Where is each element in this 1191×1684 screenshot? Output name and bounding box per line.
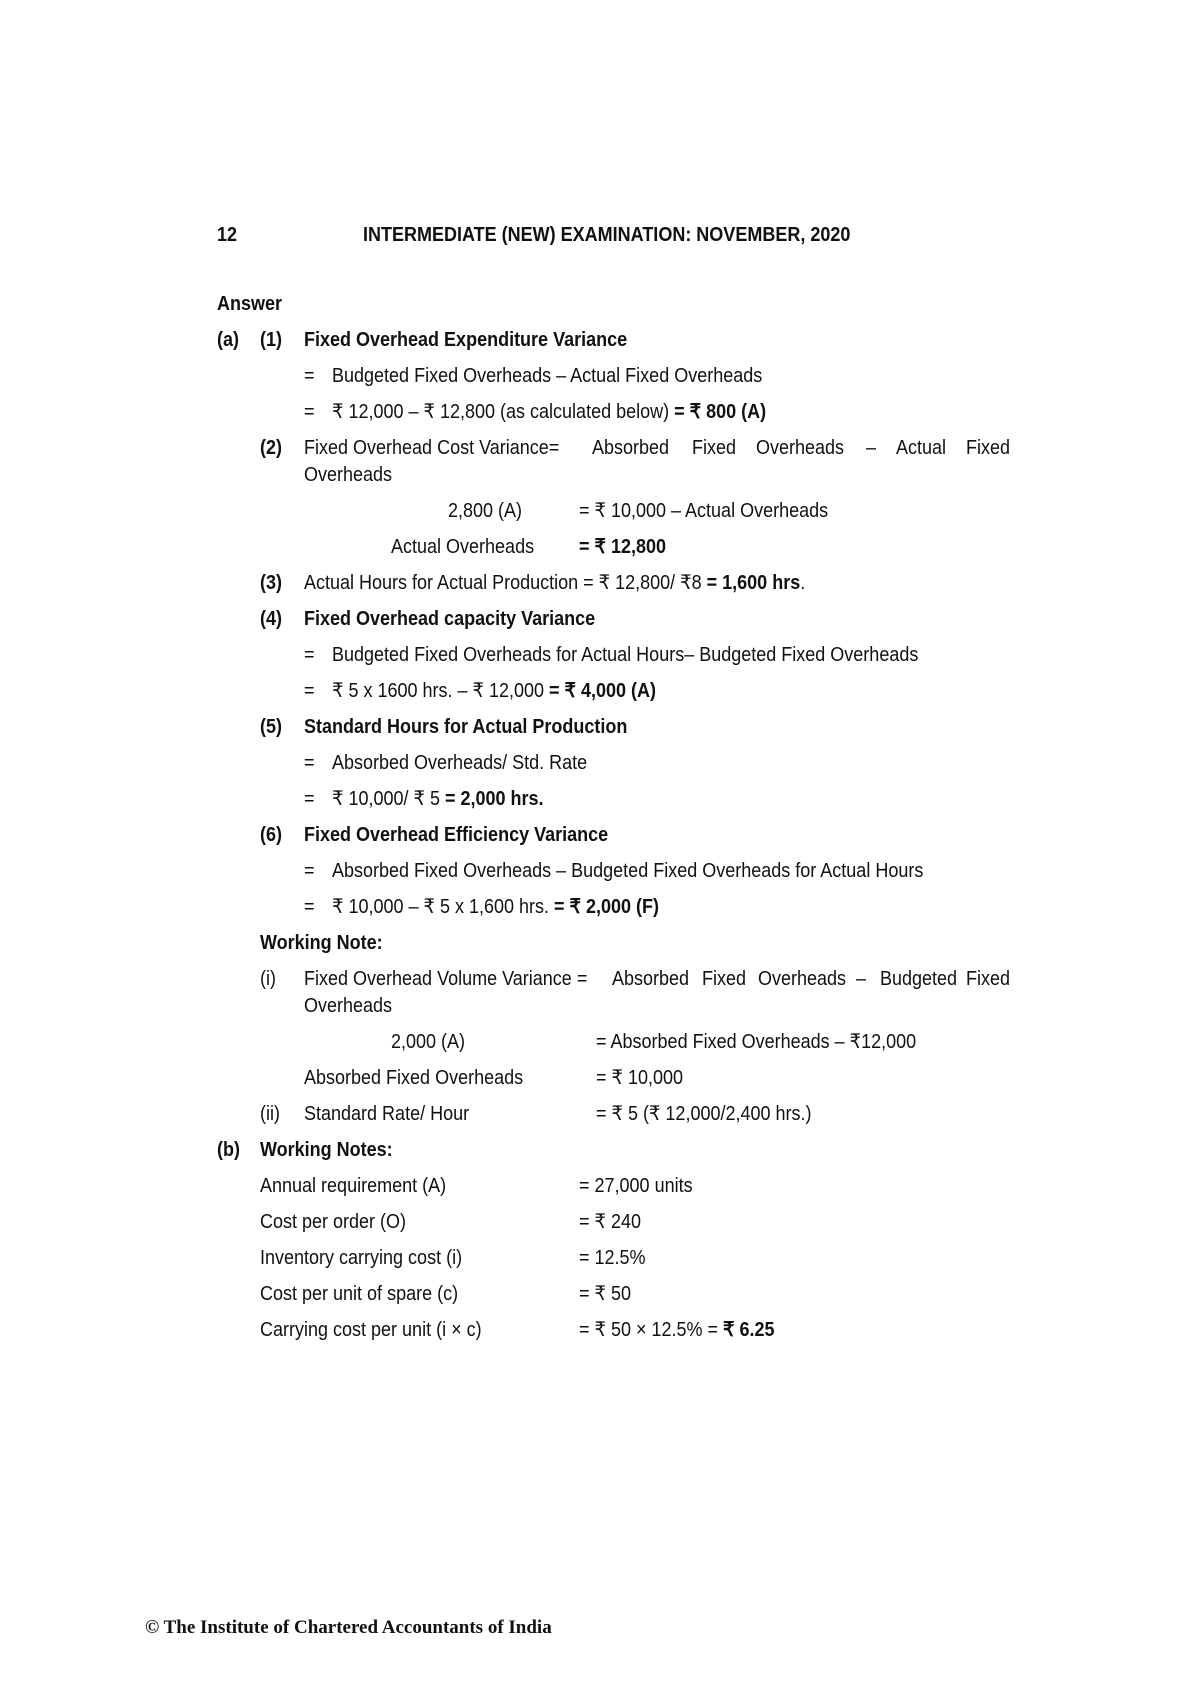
item-2-number: (2): [260, 437, 283, 459]
item-5-line-1: Absorbed Overheads/ Std. Rate: [332, 752, 588, 774]
item-2-word: Absorbed: [592, 437, 670, 459]
item-3-text: Actual Hours for Actual Production = ₹ 12,800/ ₹8 = 1,600 hrs.: [304, 572, 806, 594]
working-note-i-word: Budgeted: [880, 968, 958, 990]
part-b-row-value: = ₹ 50 × 12.5% = ₹ 6.25: [579, 1319, 775, 1341]
item-4-line-2: ₹ 5 x 1600 hrs. – ₹ 12,000 = ₹ 4,000 (A): [332, 680, 657, 702]
working-note-i-word: Fixed: [966, 968, 1011, 990]
part-b-heading: Working Notes:: [260, 1139, 393, 1161]
item-3-number: (3): [260, 572, 283, 594]
equals-sign: =: [304, 752, 315, 774]
part-b-row-value: = 27,000 units: [579, 1175, 693, 1197]
part-b-row-label: Annual requirement (A): [260, 1175, 447, 1197]
item-2-calc-left: 2,800 (A): [448, 500, 523, 522]
item-5-number: (5): [260, 716, 283, 738]
working-note-heading: Working Note:: [260, 932, 383, 954]
item-1-number: (1): [260, 329, 283, 351]
working-note-ii-left: Standard Rate/ Hour: [304, 1103, 470, 1125]
working-note-i-label: Fixed Overhead Volume Variance =: [304, 968, 588, 990]
item-5-title: Standard Hours for Actual Production: [304, 716, 628, 738]
working-note-calc-1-left: 2,000 (A): [391, 1031, 466, 1053]
part-b-row-label: Cost per unit of spare (c): [260, 1283, 459, 1305]
item-2-word: Actual: [896, 437, 947, 459]
answer-heading: Answer: [217, 293, 283, 315]
item-1-line-2: ₹ 12,000 – ₹ 12,800 (as calculated below) = ₹ 800 (A): [332, 401, 767, 423]
part-b-row-label: Carrying cost per unit (i × c): [260, 1319, 482, 1341]
part-b-row-value: = 12.5%: [579, 1247, 646, 1269]
working-note-i-end: Overheads: [304, 995, 393, 1017]
item-4-line-1: Budgeted Fixed Overheads for Actual Hours– Budgeted Fixed Overheads: [332, 644, 919, 666]
equals-sign: =: [304, 401, 315, 423]
equals-sign: =: [304, 860, 315, 882]
working-note-ii-number: (ii): [260, 1103, 280, 1125]
working-note-i-word: Fixed: [702, 968, 747, 990]
item-2-line-end: Overheads: [304, 464, 393, 486]
item-4-number: (4): [260, 608, 283, 630]
item-2-label: Fixed Overhead Cost Variance=: [304, 437, 560, 459]
item-2-word: Overheads: [756, 437, 845, 459]
item-5-line-2: ₹ 10,000/ ₹ 5 = 2,000 hrs.: [332, 788, 544, 810]
item-6-title: Fixed Overhead Efficiency Variance: [304, 824, 609, 846]
page-header-title: INTERMEDIATE (NEW) EXAMINATION: NOVEMBER, 2020: [363, 224, 851, 246]
part-a-label: (a): [217, 329, 240, 351]
working-note-i-word: Overheads: [758, 968, 847, 990]
part-b-row-label: Cost per order (O): [260, 1211, 407, 1233]
working-note-calc-2-right: = ₹ 10,000: [596, 1067, 684, 1089]
working-note-i-number: (i): [260, 968, 276, 990]
equals-sign: =: [304, 365, 315, 387]
item-1-line-1: Budgeted Fixed Overheads – Actual Fixed Overheads: [332, 365, 763, 387]
working-note-i-word: –: [856, 968, 867, 990]
equals-sign: =: [304, 896, 315, 918]
item-1-title: Fixed Overhead Expenditure Variance: [304, 329, 628, 351]
item-6-number: (6): [260, 824, 283, 846]
equals-sign: =: [304, 644, 315, 666]
part-b-label: (b): [217, 1139, 240, 1161]
page-footer: © The Institute of Chartered Accountants of India: [145, 1617, 552, 1638]
working-note-calc-1-right: = Absorbed Fixed Overheads – ₹12,000: [596, 1031, 917, 1053]
item-2-word: Fixed: [966, 437, 1011, 459]
item-6-line-2: ₹ 10,000 – ₹ 5 x 1,600 hrs. = ₹ 2,000 (F): [332, 896, 660, 918]
item-2-calc-right: = ₹ 10,000 – Actual Overheads: [579, 500, 829, 522]
item-2-word: Fixed: [692, 437, 737, 459]
part-b-row-label: Inventory carrying cost (i): [260, 1247, 463, 1269]
part-b-row-value: = ₹ 240: [579, 1211, 642, 1233]
item-2-result-label: Actual Overheads: [391, 536, 535, 558]
working-note-i-word: Absorbed: [612, 968, 690, 990]
part-b-row-value: = ₹ 50: [579, 1283, 631, 1305]
working-note-calc-2-left: Absorbed Fixed Overheads: [304, 1067, 524, 1089]
item-4-title: Fixed Overhead capacity Variance: [304, 608, 596, 630]
working-note-ii-right: = ₹ 5 (₹ 12,000/2,400 hrs.): [596, 1103, 812, 1125]
equals-sign: =: [304, 788, 315, 810]
equals-sign: =: [304, 680, 315, 702]
item-2-word: –: [866, 437, 877, 459]
page-number: 12: [217, 224, 238, 246]
item-6-line-1: Absorbed Fixed Overheads – Budgeted Fixed Overheads for Actual Hours: [332, 860, 924, 882]
item-2-result-value: = ₹ 12,800: [579, 536, 667, 558]
